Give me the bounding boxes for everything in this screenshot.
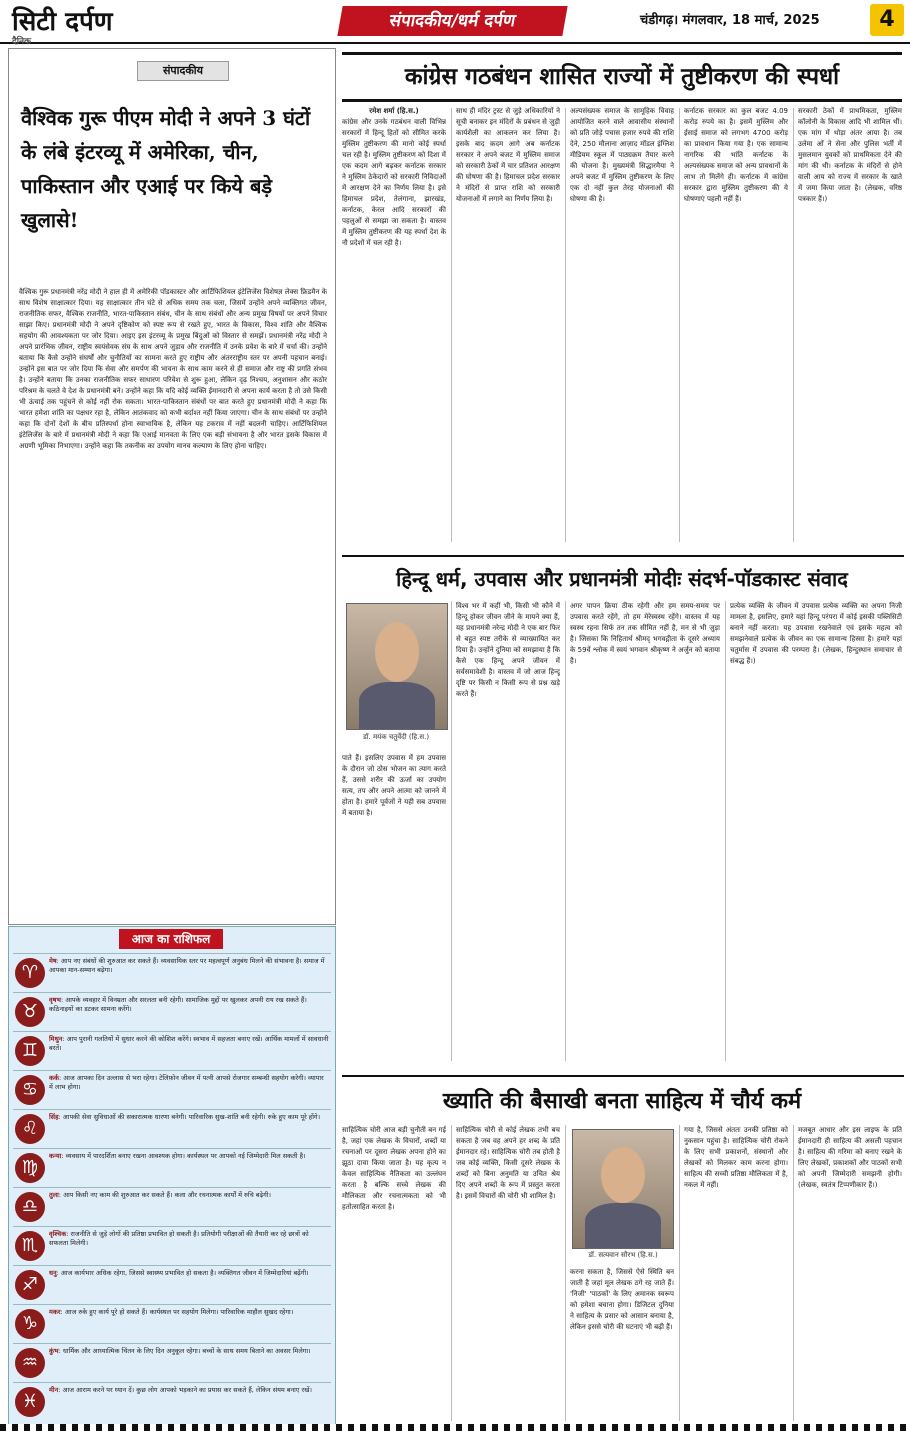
zodiac-sign-icon: ♊ [15, 1036, 45, 1066]
horoscope-prediction: आज कार्यभार अधिक रहेगा, जिससे स्वास्थ्य प्रभावित हो सकता है। व्यक्तिगत जीवन में जिम्मेदारियां बढ़ेंगी। [60, 1269, 309, 1277]
horoscope-row [13, 1070, 331, 1111]
horoscope-text: सिंह: आपकी सेवा सुविधाओं की सकारात्मक धारणा बनेगी। पारिवारिक सुख-शांति बनी रहेगी। रुके हुए काम पूरे होंगे। [49, 1113, 321, 1121]
horoscope-text: कन्या: व्यवसाय में पारदर्शिता बनाए रखना आवश्यक होगा। कार्यस्थल पर आपको नई जिम्मेदारी मिल सकती है। [49, 1152, 306, 1160]
horoscope-prediction: आपके व्यवहार में विनम्रता और सरलता बनी रहेगी। सामाजिक मुद्दों पर खुलकर अपनी राय रख सकते हैं। कठिनाइयों का डटकर सामना करेंगे। [49, 996, 307, 1013]
horoscope-text: वृश्चिक: राजनीति से जुड़े लोगों की प्रतिष्ठा प्रभावित हो सकती है। प्रतियोगी परीक्षाओं की तैयारी कर रहे छात्रों को सफलता मिलेगी। [49, 1230, 309, 1247]
photo-caption: डॉ. मयंक चतुर्वेदी (हि.स.) [362, 733, 430, 741]
date-line: चंडीगढ़। मंगलवार, 18 मार्च, 2025 [640, 13, 820, 28]
section-banner: संपादकीय/धर्म दर्पण [337, 6, 567, 36]
column-divider [565, 108, 566, 542]
horoscope-row [13, 1226, 331, 1267]
horoscope-prediction: आज आराम करने पर ध्यान दें। कुछ लोग आपको भड़काने का प्रयास कर सकते हैं, लेकिन संयम बनाए रखें। [62, 1386, 312, 1394]
article-congress-appeasement [342, 52, 904, 547]
horoscope-row [13, 953, 331, 994]
horoscope-prediction: आप किसी नए काम की शुरुआत कर सकते हैं। कला और रचनात्मक कार्यों में रुचि बढ़ेगी। [63, 1191, 271, 1199]
article-column: मजबूत आधार और इस लाइफ के प्रति ईमानदारी ही साहित्य की असली पहचान है। साहित्य की गरिमा को बनाए रखने के लिए लेखकों, प्रकाशकों और पाठकों सभी को अपनी जिम्मेदारी समझनी होगी। (लेखक, स्वतंत्र टिप्पणीकार हैं।) [798, 1126, 902, 1189]
zodiac-sign-icon: ♒ [15, 1348, 45, 1378]
horoscope-text: कर्क: आज आपका दिन उल्लास से भरा रहेगा। टेलिफ़ोन जीवन में पत्नी आपसे रोजगार सम्बन्धी सहयोग करेगी। व्यापार में लाभ होगा। [49, 1074, 324, 1091]
zodiac-sign-icon: ♏ [15, 1231, 45, 1261]
zodiac-sign-name: मीन [49, 1386, 59, 1394]
column-divider [679, 1125, 680, 1421]
horoscope-text: मकर: आज रुके हुए कार्य पूरे हो सकते हैं। कार्यस्थल पर सहयोग मिलेगा। पारिवारिक माहौल सुखद रहेगा। [49, 1308, 294, 1316]
zodiac-sign-name: धनु [49, 1269, 57, 1277]
author-body [585, 1203, 661, 1248]
page-number: 4 [870, 4, 904, 36]
newspaper-logo [12, 2, 113, 47]
article-literary-plagiarism [342, 1075, 904, 1425]
horoscope-text: मिथुन: आप पुरानी गलतियों में सुधार करने की कोशिश करेंगे। स्वभाव में सहजता बनाए रखें। आर्थिक मामलों में सावधानी बरतें। [49, 1035, 329, 1052]
photo-caption: डॉ. सत्यवान सौरभ (हि.स.) [588, 1251, 658, 1259]
article-hindu-fasting [342, 555, 904, 1067]
zodiac-sign-icon: ♎ [15, 1192, 45, 1222]
article-headline: हिन्दू धर्म, उपवास और प्रधानमंत्री मोदीः संदर्भ-पॉडकास्ट संवाद [396, 567, 848, 591]
horoscope-row [13, 1343, 331, 1384]
horoscope-row [13, 1382, 331, 1423]
horoscope-text: तुला: आप किसी नए काम की शुरुआत कर सकते हैं। कला और रचनात्मक कार्यों में रुचि बढ़ेगी। [49, 1191, 271, 1199]
zodiac-sign-icon: ♑ [15, 1309, 45, 1339]
editorial-tag: संपादकीय [137, 61, 229, 81]
column-divider [451, 601, 452, 1061]
horoscope-title: आज का राशिफल [119, 929, 223, 949]
author-face [601, 1147, 645, 1204]
column-divider [451, 108, 452, 542]
article-column: साथ ही मंदिर ट्रस्ट से जुड़े अधिकारियों ने सूची बनाकर इन मंदिरों के प्रबंधन से जुड़ी कार्यशैली का आकलन कर लिया है। इसके बाद क़दम आगे अब कर्नाटक सरकार ने अपने बजट में मुस्लिम समाज को सरकारी ठेकों में चार प्रतिशत आरक्षण की घोषणा की है। हिमाचल प्रदेश सरकार ने मंदिरों से प्राप्त राशि को सरकारी योजनाओं में लगाने का निर्णय लिया है। [456, 107, 560, 203]
zodiac-sign-icon: ♈ [15, 958, 45, 988]
author-body [359, 682, 435, 730]
editorial-body: वैश्विक गुरू प्रधानमंत्री नरेंद्र मोदी ने हाल ही में अमेरिकी पॉडकास्टर और आर्टिफिशियल इंटेलिजेंस विशेषज्ञ लेक्स फ्रिडमैन के साथ विशेष साक्षात्कार दिया। यह साक्षात्कार तीन घंटे से अधिक समय तक चला, जिसमें उन्होंने अपने व्यक्तिगत जीवन, राजनीतिक सफर, वैश्विक राजनीति, भारत-पाकिस्तान संबंध, चीन के साथ संबंधों और अन्य प्रमुख विषयों पर अपने विचार साझा किए। प्रधानमंत्री मोदी ने अपने दृष्टिकोण को स्पष्ट रूप से रखते हुए, भारत के विकास, विश्व शांति और वैश्विक सहयोग की आवश्यकता पर जोर दिया। आइए इस इंटरव्यू के प्रमुख बिंदुओं को विस्तार से समझें। प्रधानमंत्री नरेंद्र मोदी ने अपने प्रारंभिक जीवन, राष्ट्रीय स्वयंसेवक संघ के साथ अपने जुड़ाव और राजनीति में उनके प्रवेश के बारे में चर्चा की। उन्होंने बताया कि कैसे उन्होंने संघर्षों और चुनौतियों का सामना करते हुए राष्ट्रीय और अंतरराष्ट्रीय स्तर पर अपनी पहचान बनाई। उन्होंने इस बात पर जोर दिया कि सेवा और समर्पण की भावना के साथ काम करने से ही समाज और राष्ट्र की प्रगति संभव है। उन्होंने बताया कि उनका राजनीतिक सफर साधारण परिवेश से शुरू हुआ, लेकिन दृढ़ निश्चय, अनुशासन और कठोर परिश्रम के चलते वे देश के प्रधानमंत्री बने। उन्होंने कहा कि यदि कोई व्यक्ति ईमानदारी से अपना कार्य करता है तो उसे किसी भी ऊंचाई तक पहुंचने से कोई नहीं रोक सकता। भारत-पाकिस्तान संबंधों पर बात करते हुए प्रधानमंत्री मोदी ने कहा कि भारत हमेशा शांति का पक्षधर रहा है, लेकिन आतंकवाद को कभी बर्दाश्त नहीं किया जाएगा। चीन के साथ संबंधों पर उन्होंने कहा कि दोनों देशों के बीच प्रतिस्पर्धा होना स्वाभाविक है, लेकिन यह टकराव में नहीं बदलनी चाहिए। आर्टिफिशियल इंटेलिजेंस के बारे में प्रधानमंत्री मोदी ने कहा कि एआई मानवता के लिए एक बड़ी संभावना है और भारत इसके विकास में अग्रणी भूमिका निभाएगा। उन्होंने कहा कि तकनीक का उपयोग मानव कल्याण के लिए होना चाहिए। [19, 288, 327, 450]
article-column: प्रत्येक व्यक्ति के जीवन में उपवास प्रत्येक व्यक्ति का अपना निजी मामला है, इसलिए, हमारे यहां हिन्दू परंपरा में कोई इसकी पब्लिसिटी बनाने नहीं करता। यह उपवास रखनेवाले एवं इसके महत्व को समझनेवाले प्रत्येक के जीवन का एक सामान्य हिस्सा है। हमारे यहां चतुर्मास में उपवास की परम्परा है। (लेखक, हिन्दुस्थान समाचार से संबद्ध हैं।) [730, 602, 902, 665]
zodiac-sign-icon: ♌ [15, 1114, 45, 1144]
zodiac-sign-icon: ♍ [15, 1153, 45, 1183]
author-photo [572, 1129, 674, 1249]
horoscope-row [13, 1031, 331, 1072]
article-column: गया है, जिससे अंततः उनकी प्रतिष्ठा को नुकसान पहुंचा है। साहित्यिक चोरी रोकने के लिए सभी प्रकाशनों, संस्थानों और लेखकों को मिलकर काम करना होगा। साहित्य की सच्ची प्रतिष्ठा मौलिकता में है, नकल में नहीं। [684, 1126, 788, 1189]
article-column: सरकारी ठेकों में प्राथमिकता, मुस्लिम कॉलोनी के विकास आदि भी शामिल थीं। एक मांग में थोड़ा अंतर आया है। तब उलेमा ओं ने सेना और पुलिस भर्ती में मुसलमान युवकों को प्राथमिकता देने की मांग की थी। कर्नाटक के मंदिरों से होने वाली आय को राज्य में सरकार के खाते में जमा किया जाता है। (लेखक, वरिष्ठ पत्रकार हैं।) [798, 107, 902, 203]
article-column [342, 106, 446, 544]
author-face [375, 622, 419, 682]
zodiac-sign-name: वृषभ [49, 996, 61, 1004]
article-column: अल्पसंख्यक समाज के सामूहिक विवाह आयोजित करने वाले आवासीय संस्थानों को प्रति जोड़े पचास हजार रुपये की राशि देने, 250 मौलाना आज़ाद मॉडल इंग्लिश मीडियम स्कूल में पाठ्यक्रम तैयार करने की योजना है। मुख्यमंत्री सिद्धारमैया ने अपने बजट में मुस्लिम तुष्टीकरण के लिए एक दो नहीं कुल तेरह योजनाओं की घोषणा की है। [570, 107, 674, 203]
horoscope-prediction: धार्मिक और आध्यात्मिक चिंतन के लिए दिन अनुकूल रहेगा। बच्चों के साथ समय बिताने का अवसर मिलेगा। [62, 1347, 311, 1355]
horoscope-row [13, 1265, 331, 1306]
horoscope-text: कुंभ: धार्मिक और आध्यात्मिक चिंतन के लिए दिन अनुकूल रहेगा। बच्चों के साथ समय बिताने का अवसर मिलेगा। [49, 1347, 311, 1355]
editorial-headline: वैश्विक गुरू पीएम मोदी ने अपने 3 घंटों के लंबे इंटरव्यू में अमेरिका, चीन, पाकिस्तान और एआई पर किये बड़े खुलासे! [21, 106, 311, 232]
logo-subtitle: दैनिक [12, 37, 32, 47]
article-column: साहित्यिक चोरी से कोई लेखक तभी बच सकता है जब वह अपने हर शब्द के प्रति ईमानदार रहे। साहित्यिक चोरी तब होती है जब कोई व्यक्ति, किसी दूसरे लेखक के शब्दों को बिना अनुमति या उचित श्रेय दिए अपने शब्दों के रूप में प्रस्तुत करता है। इसमें विचारों की चोरी भी शामिल है। [456, 1126, 560, 1200]
horoscope-text: धनु: आज कार्यभार अधिक रहेगा, जिससे स्वास्थ्य प्रभावित हो सकता है। व्यक्तिगत जीवन में जिम्मेदारियां बढ़ेंगी। [49, 1269, 309, 1277]
horoscope-row [13, 1148, 331, 1189]
article-column: अगर पापन क्रिया ठीक रहेगी और हम समय-समय पर उपवास करते रहेंगे, तो हम मेरेस्वस्थ रहेंगे। वास्तव में यह स्वस्थ रहना सिर्फ तन तक सीमित नहीं है, मन से भी जुड़ा है। जिसका कि निहितार्थ श्रीमद् भगवद्गीता के दूसरे अध्याय के 59वें श्लोक में स्वयं भगवान श्रीकृष्ण ने अर्जुन को बताया है। [570, 602, 720, 665]
zodiac-sign-name: कन्या [49, 1152, 62, 1160]
horoscope-text: मीन: आज आराम करने पर ध्यान दें। कुछ लोग आपको भड़काने का प्रयास कर सकते हैं, लेकिन संयम बनाए रखें। [49, 1386, 312, 1394]
horoscope-prediction: आपकी सेवा सुविधाओं की सकारात्मक धारणा बनेगी। पारिवारिक सुख-शांति बनी रहेगी। रुके हुए काम पूरे होंगे। [62, 1113, 321, 1121]
column-divider [725, 601, 726, 1061]
horoscope-row [13, 992, 331, 1033]
column-divider [451, 1125, 452, 1421]
horoscope-box [8, 926, 336, 1425]
article-headline: ख्याति की बैसाखी बनता साहित्य में चौर्य कर्म [442, 1089, 802, 1114]
zodiac-sign-icon: ♋ [15, 1075, 45, 1105]
zodiac-sign-icon: ♉ [15, 997, 45, 1027]
zodiac-sign-icon: ♓ [15, 1387, 45, 1417]
column-divider [565, 601, 566, 1061]
horoscope-prediction: राजनीति से जुड़े लोगों की प्रतिष्ठा प्रभावित हो सकती है। प्रतियोगी परीक्षाओं की तैयारी कर रहे छात्रों को सफलता मिलेगी। [49, 1230, 309, 1247]
masthead [0, 0, 910, 47]
horoscope-prediction: आज आपका दिन उल्लास से भरा रहेगा। टेलिफ़ोन जीवन में पत्नी आपसे रोजगार सम्बन्धी सहयोग करेगी। व्यापार में लाभ होगा। [49, 1074, 324, 1091]
zodiac-sign-name: कुंभ [49, 1347, 59, 1355]
column-divider [565, 1125, 566, 1421]
zodiac-sign-name: मिथुन [49, 1035, 63, 1043]
column-divider [793, 1125, 794, 1421]
zodiac-sign-icon: ♐ [15, 1270, 45, 1300]
article-column: पाते हैं। इसलिए उपवास में हम उपवास के दौरान जो ठोस भोजन का त्याग करते हैं, उससे शरीर की ऊर्जा का उपयोग सत्य, तप और अपने आत्मा को जानने में होता है। हमारे पूर्वजों ने यही सब उपवास में बताया है। [342, 754, 446, 817]
article-text: कांग्रेस और उनके गठबंधन वाली विभिन्न सरकारों में हिन्दू हितों को सीमित करके मुस्लिम तुष्टीकरण की मानो कोई स्पर्धा चल रही है। मुस्लिम तुष्टीकरण को दिशा में एक कदम आगे बढ़कर कर्नाटक सरकार ने मुस्लिम ठेकेदारों को सरकारी निविदाओं में आरक्षण देने का निर्णय लिया है। इसे हिमाचल प्रदेश, तेलंगाना, झारखंड, कर्नाटक, केरल आदि सरकारों की पहलुओं से समझा जा सकता है। वास्तव में मुस्लिम तुष्टीकरण की यह स्पर्धा देश के नौ प्रदेशों में चल रही है। [342, 118, 446, 247]
zodiac-sign-name: कर्क [49, 1074, 59, 1082]
horoscope-prediction: आप नए संबंधों की शुरुआत कर सकते हैं। व्यवसायिक स्तर पर महत्वपूर्ण अनुबंध मिलने की संभावना है। समाज में आपका मान-सम्मान बढ़ेगा। [49, 957, 325, 974]
zodiac-sign-name: वृश्चिक [49, 1230, 67, 1238]
horoscope-text: वृषभ: आपके व्यवहार में विनम्रता और सरलता बनी रहेगी। सामाजिक मुद्दों पर खुलकर अपनी राय रख सकते हैं। कठिनाइयों का डटकर सामना करेंगे। [49, 996, 307, 1013]
zodiac-sign-name: तुला [49, 1191, 59, 1199]
horoscope-prediction: आज रुके हुए कार्य पूरे हो सकते हैं। कार्यस्थल पर सहयोग मिलेगा। पारिवारिक माहौल सुखद रहेगा। [64, 1308, 294, 1316]
article-headline: कांग्रेस गठबंधन शासित राज्यों में तुष्टीकरण की स्पर्धा [342, 52, 902, 102]
article-column: करना सकता है, जिससे ऐसे स्थिति बन जाती है जहां मूल लेखक ठगे रह जाते हैं। 'निजी' 'पाठकों' के लिए अमानक स्वरूप को हमेशा बचाना होगा। डिजिटल दुनिया ने साहित्य के प्रसार को आसान बनाया है, लेकिन इससे चोरी की घटनाएं भी बढ़ी हैं। [570, 1268, 674, 1331]
author-photo [346, 603, 448, 730]
article-column: विश्व भर में कहीं भी, किसी भी कौने में हिन्दू होकर जीवन जीने के मायने क्या हैं, यह प्रधानमंत्री नरेन्द्र मोदी ने एक बार फिर से बहुत स्पष्ट तरीके से व्याख्यायित कर दिया है। उन्होंने दुनिया को समझाया है कि कैसे एक हिन्दू अपने जीवन में सर्वसमावेशी है। वास्तव में जो आज हिन्दू दृष्टि पर किसी न किसी रूप से प्रश्न खड़े करते हैं। [456, 602, 560, 698]
horoscope-row [13, 1304, 331, 1345]
column-divider [793, 108, 794, 542]
editorial-box [8, 48, 336, 925]
page-footer-border [0, 1424, 910, 1431]
article-column: कर्नाटक सरकार का कुल बजट 4.09 करोड़ रुपये का है। इसमें मुस्लिम और ईसाई समाज को लगभग 4700 करोड़ का प्रावधान किया गया है। एक सामान्य नागरिक की भांति कर्नाटक के अल्पसंख्यक समाज को अन्य प्रावधानों के लाभ तो मिलेंगे ही। कर्नाटक में कांग्रेस सरकार द्वारा मुस्लिम तुष्टीकरण की ये घोषणाएं पहली नहीं हैं। [684, 107, 788, 203]
horoscope-row [13, 1109, 331, 1150]
horoscope-prediction: आप पुरानी गलतियों में सुधार करने की कोशिश करेंगे। स्वभाव में सहजता बनाए रखें। आर्थिक मामलों में सावधानी बरतें। [49, 1035, 329, 1052]
horoscope-row [13, 1187, 331, 1228]
article-column: साहित्यिक चोरी आज बड़ी चुनौती बन गई है, जहां एक लेखक के विचारों, शब्दों या रचनाओं पर दूसरा लेखक अपना होने का झूठा दावा किया जाता है। यह कृत्य न केवल साहित्यिक नैतिकता का उल्लंघन करता है बल्कि सच्चे लेखक की मौलिकता और रचनात्मकता को भी हतोत्साहित करता है। [342, 1126, 446, 1211]
zodiac-sign-name: मकर [49, 1308, 61, 1316]
logo-text: सिटी दर्पण [12, 7, 113, 37]
horoscope-text: मेष: आप नए संबंधों की शुरुआत कर सकते हैं। व्यवसायिक स्तर पर महत्वपूर्ण अनुबंध मिलने की संभावना है। समाज में आपका मान-सम्मान बढ़ेगा। [49, 957, 325, 974]
horoscope-prediction: व्यवसाय में पारदर्शिता बनाए रखना आवश्यक होगा। कार्यस्थल पर आपको नई जिम्मेदारी मिल सकती है। [65, 1152, 306, 1160]
article-byline: रमेश शर्मा (हि.स.) [369, 107, 419, 115]
column-divider [679, 108, 680, 542]
zodiac-sign-name: सिंह [49, 1113, 59, 1121]
zodiac-sign-name: मेष [49, 957, 57, 965]
